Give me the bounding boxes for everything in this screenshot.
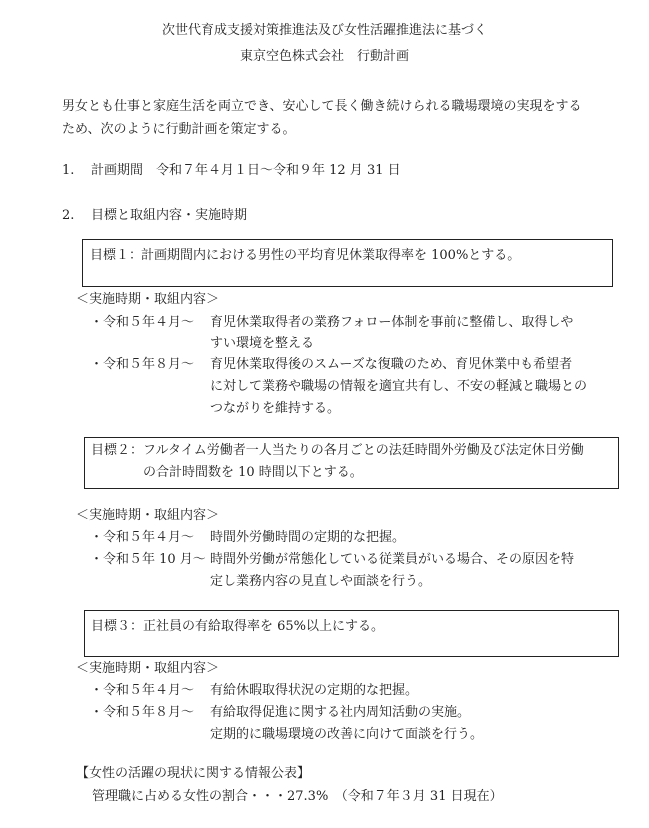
goal-3-item-1-line1: 有給休暇取得状況の定期的な把握。 — [210, 683, 419, 698]
section-2-number: 2. — [62, 208, 75, 223]
goal-1-item-1-line2: すい環境を整える — [210, 336, 315, 351]
intro-line1: 男女とも仕事と家庭生活を両立でき、安心して長く働き続けられる職場環境の実現をする — [62, 99, 582, 114]
goal-2-item-1-date: ・令和５年４月～ — [90, 530, 195, 545]
goal-3-item-1-date: ・令和５年４月～ — [90, 683, 195, 698]
goal-3-item-2-line1: 有給取得促進に関する社内周知活動の実施。 — [210, 705, 471, 720]
goal-3-item-2-date: ・令和５年８月～ — [90, 705, 195, 720]
goal-1-item-1-line1: 育児休業取得者の業務フォロー体制を事前に整備し、取得しや — [210, 315, 574, 330]
goal-2-item-2-line1: 時間外労働が常態化している従業員がいる場合、その原因を特 — [210, 552, 575, 567]
intro-line2: ため、次のように行動計画を策定する。 — [62, 122, 296, 137]
goal-2-item-1-line1: 時間外労働時間の定期的な把握。 — [210, 530, 406, 545]
goal-1-box — [82, 239, 613, 287]
goal-2-box — [84, 437, 619, 489]
goal-1-item-2-line1: 育児休業取得後のスムーズな復職のため、育児休業中も希望者 — [210, 357, 573, 372]
goal-1-item-2-line2: に対して業務や職場の情報を適宜共有し、不安の軽減と職場との — [210, 379, 588, 394]
goal-1-item-1-date: ・令和５年４月～ — [90, 315, 195, 330]
goal-1-text: 計画期間内における男性の平均育児休業取得率を 100%とする。 — [141, 248, 521, 263]
section-1-number: 1. — [62, 163, 75, 178]
goal-1-subheader: ＜実施時期・取組内容＞ — [76, 292, 220, 307]
goal-1-item-2-date: ・令和５年８月～ — [90, 357, 195, 372]
goal-2-label: 目標２： — [91, 443, 144, 458]
goal-2-item-2-line2: 定し業務内容の見直しや面談を行う。 — [210, 574, 432, 589]
goal-1-item-2-line3: つながりを維持する。 — [210, 401, 341, 416]
section-1-plan-period: 計画期間 令和７年４月１日～令和９年 12 月 31 日 — [91, 163, 401, 178]
goal-2-text-line2: の合計時間数を 10 時間以下とする。 — [143, 465, 363, 480]
goal-3-item-2-line2: 定期的に職場環境の改善に向けて面談を行う。 — [210, 727, 484, 742]
goal-3-text: 正社員の有給取得率を 65%以上にする。 — [143, 619, 385, 634]
disclosure-text: 管理職に占める女性の割合・・・27.3% （令和７年３月 31 日現在） — [92, 789, 503, 804]
disclosure-heading: 【女性の活躍の現状に関する情報公表】 — [76, 766, 311, 781]
goal-1-label: 目標１： — [90, 248, 143, 263]
goal-3-label: 目標３： — [91, 619, 144, 634]
goal-3-box — [84, 610, 619, 657]
document-title-line2: 東京空色株式会社 行動計画 — [239, 49, 409, 64]
section-2-heading: 目標と取組内容・実施時期 — [91, 208, 248, 223]
document-title-line1: 次世代育成支援対策推進法及び女性活躍推進法に基づく — [161, 23, 487, 38]
goal-3-subheader: ＜実施時期・取組内容＞ — [76, 661, 220, 676]
goal-2-text-line1: フルタイム労働者一人当たりの各月ごとの法廷時間外労働及び法定休日労働 — [143, 443, 584, 458]
goal-2-item-2-date: ・令和５年 10 月～ — [90, 552, 206, 567]
goal-2-subheader: ＜実施時期・取組内容＞ — [76, 508, 220, 523]
